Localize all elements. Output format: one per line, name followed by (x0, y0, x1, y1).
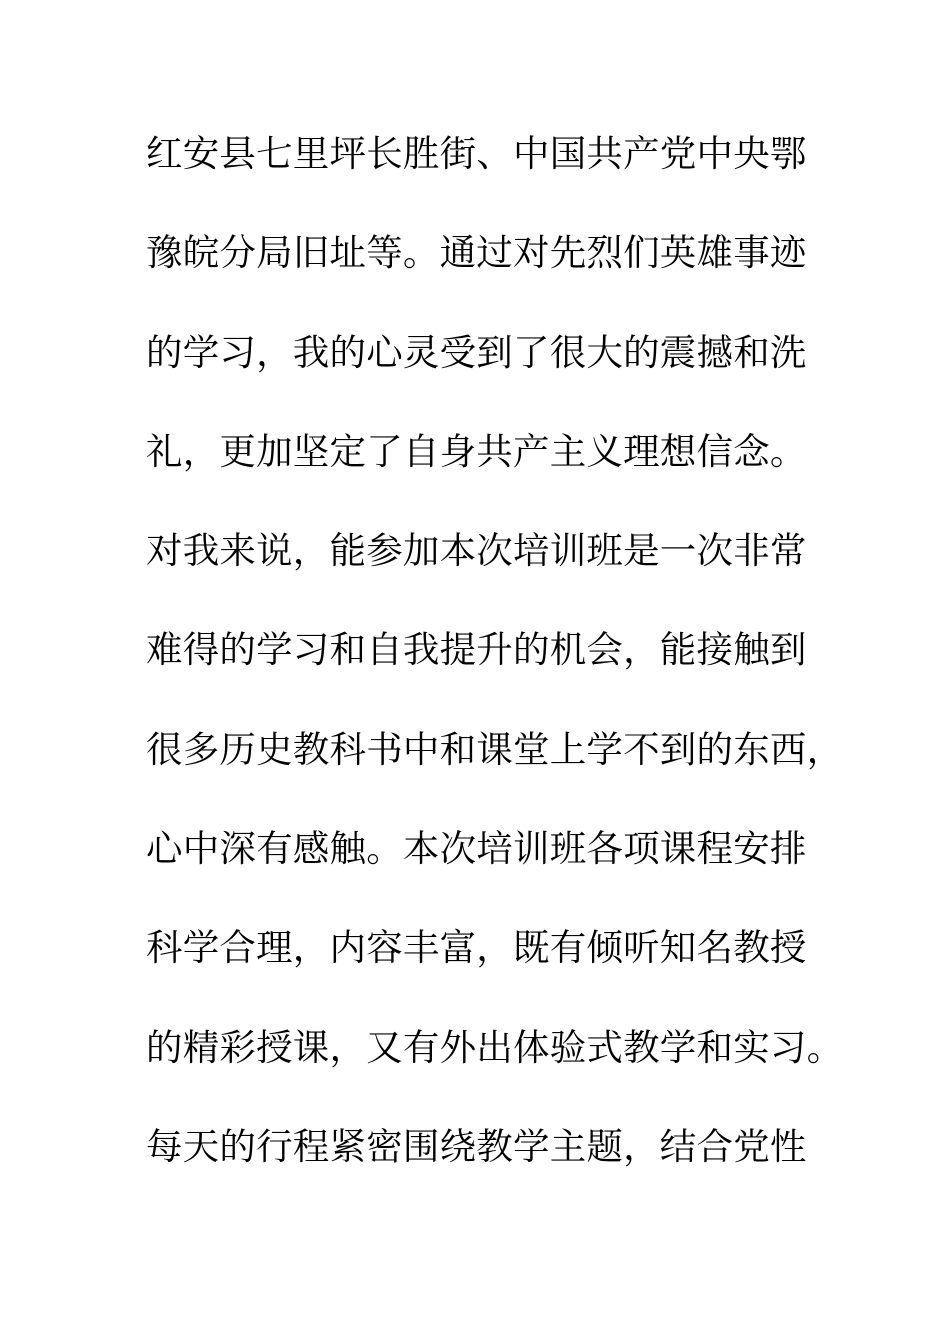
text-line: 难得的学习和自我提升的机会，能接触到 (146, 628, 807, 672)
text-line: 礼，更加坚定了自身共产主义理想信念。 (146, 429, 807, 473)
text-line: 的精彩授课，又有外出体验式教学和实习。 (146, 1025, 844, 1069)
body-text (146, 124, 846, 1216)
text-line: 很多历史教科书中和课堂上学不到的东西， (146, 727, 844, 771)
text-line: 心中深有感触。本次培训班各项课程安排 (146, 827, 807, 871)
text-line: 科学合理，内容丰富，既有倾听知名教授 (146, 926, 807, 970)
text-line: 豫皖分局旧址等。通过对先烈们英雄事迹 (146, 231, 807, 275)
text-line: 每天的行程紧密围绕教学主题，结合党性 (146, 1124, 807, 1168)
text-line: 的学习，我的心灵受到了很大的震撼和洗 (146, 330, 807, 374)
text-line: 对我来说，能参加本次培训班是一次非常 (146, 529, 807, 573)
text-line: 红安县七里坪长胜街、中国共产党中央鄂 (146, 132, 807, 175)
